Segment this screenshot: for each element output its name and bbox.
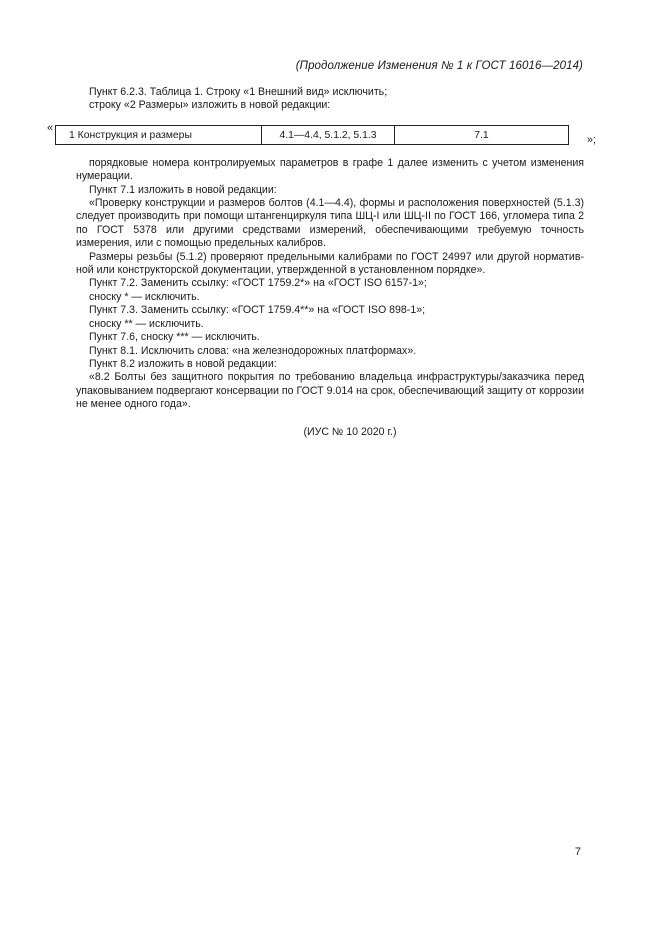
- paragraph: «Проверку конструкции и размеров болтов (4.1—4.4), формы и расположения поверхностей (5.1.3) следует производить при помощи штангенциркуля типа ШЦ-I или ШЦ-II по ГОСТ 166, угломера типа 2 по ГОСТ 5378 или другими средствами измерений, обеспечивающими требуемую точность измерения, или с помощью предельных калибров.: [76, 197, 584, 250]
- paragraph: Пункт 7.3. Заменить ссылку: «ГОСТ 1759.4**» на «ГОСТ ISO 898-1»;: [89, 304, 426, 317]
- paragraph: «8.2 Болты без защитного покрытия по требованию владельца инфраструктуры/заказчика перед упаковыванием подвергают консервации по ГОСТ 9.014 на срок, обеспечивающий защиту от коррозии не менее одного года».: [76, 371, 584, 411]
- paragraph: Пункт 7.1 изложить в новой редакции:: [89, 183, 277, 196]
- paragraph: Пункт 7.2. Заменить ссылку: «ГОСТ 1759.2*» на «ГОСТ ISO 6157-1»;: [89, 277, 427, 290]
- paragraph: сноску ** — исключить.: [89, 317, 204, 330]
- paragraph: сноску * — исключить.: [89, 290, 200, 303]
- paragraph: Размеры резьбы (5.1.2) проверяют предельными калибрами по ГОСТ 24997 или другой норматив-ной или конструкторской документации, утвержденной в установленном порядке».: [76, 250, 584, 277]
- table-cell-requirements: 4.1—4.4, 5.1.2, 5.1.3: [262, 125, 395, 144]
- intro-line-2: строку «2 Размеры» изложить в новой редакции:: [89, 99, 331, 112]
- paragraph: порядковые номера контролируемых параметров в графе 1 далее изменить с учетом изменения нумерации.: [76, 156, 584, 183]
- continuation-header: (Продолжение Изменения № 1 к ГОСТ 16016—2014): [295, 60, 583, 72]
- table-cell-parameter: 1 Конструкция и размеры: [56, 125, 262, 144]
- paragraph: Пункт 8.1. Исключить слова: «на железнодорожных платформах».: [89, 344, 417, 357]
- source-citation: (ИУС № 10 2020 г.): [303, 425, 397, 438]
- paragraph: Пункт 8.2 изложить в новой редакции:: [89, 357, 277, 370]
- document-body: [47, 86, 596, 439]
- paragraph: Пункт 7.6, сноску *** — исключить.: [89, 331, 260, 344]
- intro-line-1: Пункт 6.2.3. Таблица 1. Строку «1 Внешний вид» исключить;: [89, 86, 388, 98]
- page-number: 7: [574, 846, 581, 858]
- table-open-quote: «: [47, 121, 54, 134]
- table-cell-method: 7.1: [395, 125, 569, 144]
- table-close-quote: »;: [586, 133, 596, 146]
- amendment-table: [55, 125, 569, 145]
- table-row: [56, 125, 569, 144]
- amendment-table-block: [47, 121, 596, 147]
